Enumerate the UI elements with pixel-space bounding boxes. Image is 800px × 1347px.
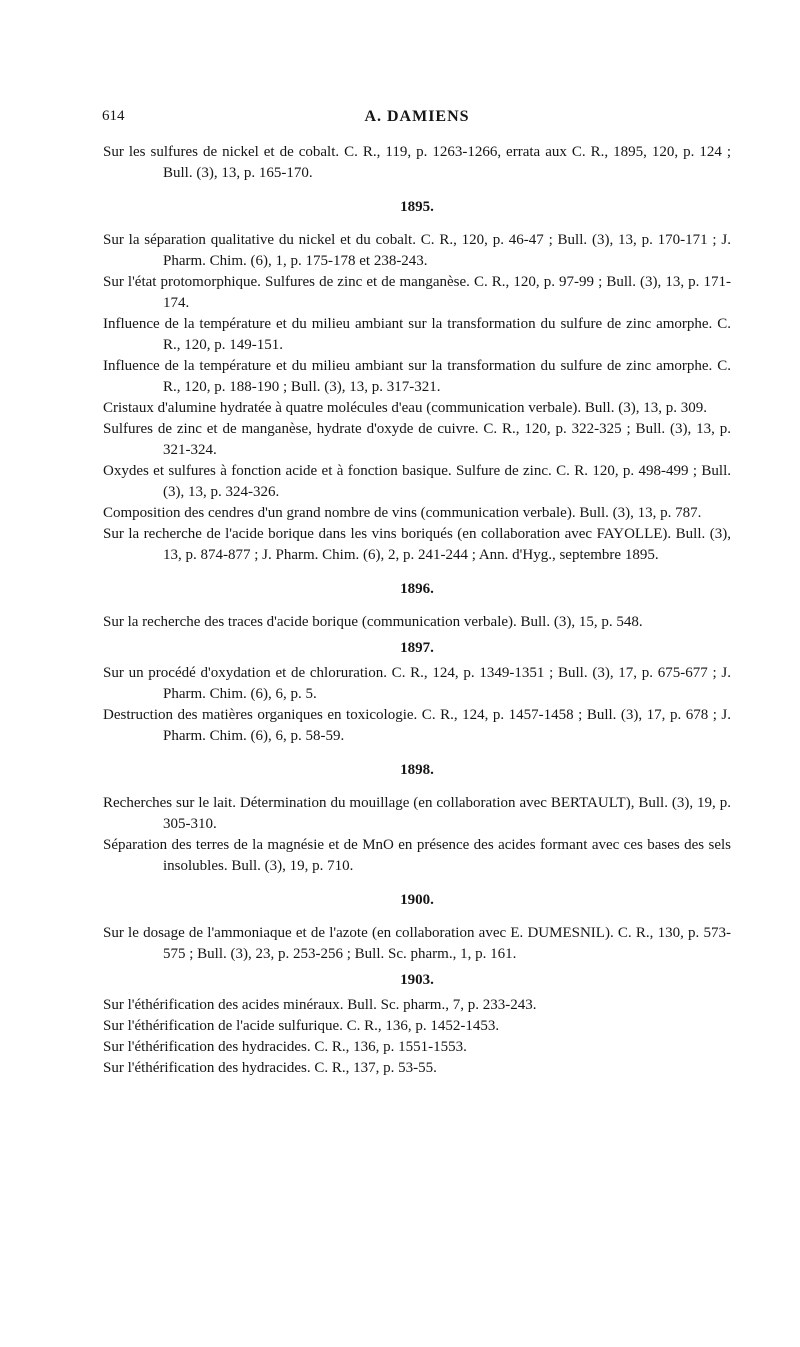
page-number: 614 [102, 108, 125, 124]
bibliography-entry: Recherches sur le lait. Détermination du mouillage (en collaboration avec BERTAULT), Bull. (3), 19, p. 305-310. [103, 795, 731, 832]
bibliography-entry: Sur l'éthérification des hydracides. C. R., 136, p. 1551-1553. [103, 1039, 467, 1055]
bibliography-entry: Sulfures de zinc et de manganèse, hydrate d'oxyde de cuivre. C. R., 120, p. 322-325 ; Bull. (3), 13, p. 321-324. [103, 421, 731, 458]
bibliography-entry: Sur la séparation qualitative du nickel et du cobalt. C. R., 120, p. 46-47 ; Bull. (3), 13, p. 170-171 ; J. Pharm. Chim. (6), 1, p. 175-178 et 238-243. [103, 232, 731, 269]
bibliography-entry: Sur les sulfures de nickel et de cobalt. C. R., 119, p. 1263-1266, errata aux C. R., 1895, 120, p. 124 ; Bull. (3), 13, p. 165-170. [103, 144, 731, 181]
bibliography-entry: Destruction des matières organiques en toxicologie. C. R., 124, p. 1457-1458 ; Bull. (3), 17, p. 678 ; J. Pharm. Chim. (6), 6, p. 58-59. [103, 707, 731, 744]
bibliography-entry: Oxydes et sulfures à fonction acide et à fonction basique. Sulfure de zinc. C. R. 120, p. 498-499 ; Bull. (3), 13, p. 324-326. [103, 463, 731, 500]
running-head: A. DAMIENS [364, 108, 470, 125]
year-heading: 1896. [400, 581, 434, 597]
section-1900 [103, 889, 731, 965]
section-1896 [103, 578, 731, 633]
year-heading: 1897. [400, 640, 434, 656]
year-heading: 1898. [400, 762, 434, 778]
bibliography-entry: Sur la recherche de l'acide borique dans les vins boriqués (en collaboration avec FAYOLLE). Bull. (3), 13, p. 874-877 ; J. Pharm. Chim. (6), 2, p. 241-244 ; Ann. d'Hyg., septembre 1895. [103, 526, 731, 563]
section-1898 [103, 759, 731, 877]
bibliography-entry: Cristaux d'alumine hydratée à quatre molécules d'eau (communication verbale). Bull. (3), 13, p. 309. [103, 400, 707, 416]
bibliography-entry: Sur le dosage de l'ammoniaque et de l'azote (en collaboration avec E. DUMESNIL). C. R., 130, p. 573-575 ; Bull. (3), 23, p. 253-256 ; Bull. Sc. pharm., 1, p. 161. [103, 925, 731, 962]
bibliography-entry: Sur l'état protomorphique. Sulfures de zinc et de manganèse. C. R., 120, p. 97-99 ; Bull. (3), 13, p. 171-174. [103, 274, 731, 311]
bibliography-entry: Séparation des terres de la magnésie et de MnO en présence des acides formant avec ces bases des sels insolubles. Bull. (3), 19, p. 710. [103, 837, 731, 874]
year-heading: 1903. [400, 972, 434, 988]
section-1895 [103, 196, 731, 566]
bibliography-content [103, 142, 731, 1079]
bibliography-entry: Sur l'éthérification des hydracides. C. R., 137, p. 53-55. [103, 1060, 437, 1076]
year-heading: 1895. [400, 199, 434, 215]
page-header [102, 108, 732, 132]
bibliography-entry: Sur l'éthérification des acides minéraux. Bull. Sc. pharm., 7, p. 233-243. [103, 997, 537, 1013]
bibliography-entry: Sur l'éthérification de l'acide sulfurique. C. R., 136, p. 1452-1453. [103, 1018, 500, 1034]
bibliography-entry: Influence de la température et du milieu ambiant sur la transformation du sulfure de zinc amorphe. C. R., 120, p. 188-190 ; Bull. (3), 13, p. 317-321. [103, 358, 731, 395]
section-1903 [103, 969, 731, 1079]
section-continuation [103, 142, 731, 184]
bibliography-entry: Sur la recherche des traces d'acide borique (communication verbale). Bull. (3), 15, p. 548. [103, 614, 643, 630]
year-heading: 1900. [400, 892, 434, 908]
bibliography-entry: Sur un procédé d'oxydation et de chloruration. C. R., 124, p. 1349-1351 ; Bull. (3), 17, p. 675-677 ; J. Pharm. Chim. (6), 6, p. 5. [103, 665, 731, 702]
section-1897 [103, 637, 731, 747]
bibliography-entry: Composition des cendres d'un grand nombre de vins (communication verbale). Bull. (3), 13, p. 787. [103, 505, 702, 521]
bibliography-entry: Influence de la température et du milieu ambiant sur la transformation du sulfure de zinc amorphe. C. R., 120, p. 149-151. [103, 316, 731, 353]
